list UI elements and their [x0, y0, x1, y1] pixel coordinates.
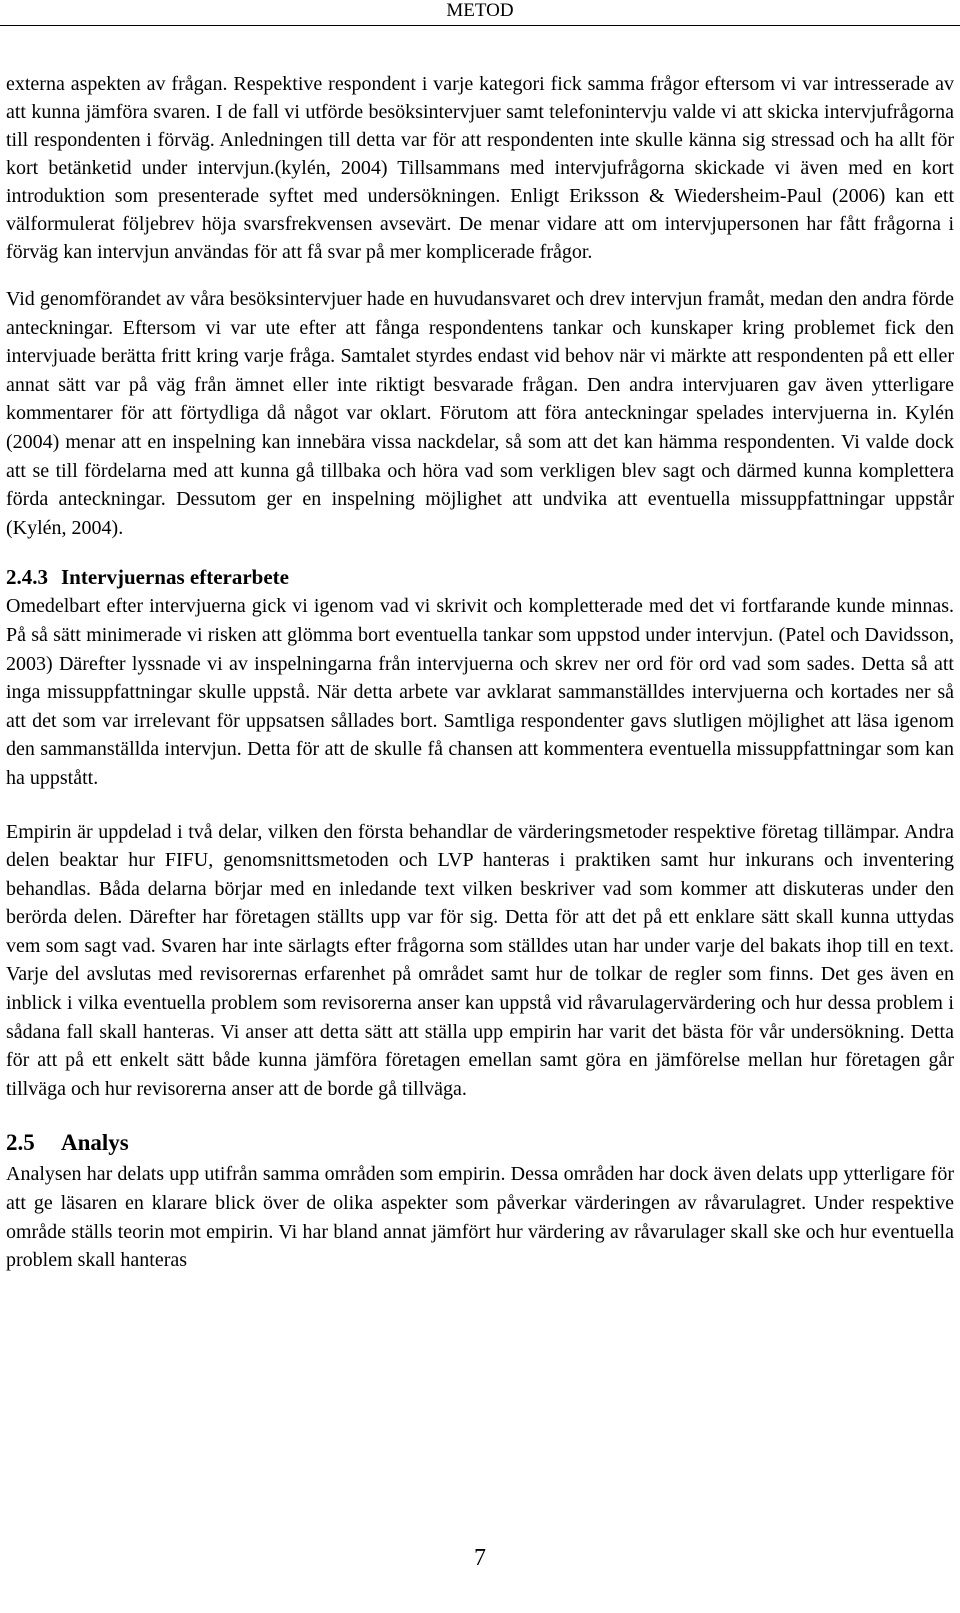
section-title: Analys — [61, 1130, 129, 1156]
paragraph-empirical-structure: Empirin är uppdelad i två delar, vilken den första behandlar de värderingsmetoder respektive företag tillämpar. Andra delen beaktar hur FIFU, genomsnittsmetoden och LVP hanteras i praktiken samt hur inkurans och inventering behandlas. Båda delarna börjar med en inledande text vilken beskriver vad som kommer att diskuteras under den berörda delen. Därefter har företagen ställts upp var för sig. Detta för att det på ett enklare sätt skall kunna uttydas vem som sagt vad. Svaren har inte särlagts efter frågorna som ställdes utan har under varje del bakats ihop till en text. Varje del avslutas med revisorernas erfarenhet på området samt hur de tolkar de regler som finns. Det ges även en inblick i vilka eventuella problem som revisorerna anser kan uppstå vid råvarulagervärdering och hur dessa problem i sådana fall skall hanteras. Vi anser att detta sätt att ställa upp empirin har varit det bästa för vår undersökning. Detta för att på ett enkelt sätt både kunna jämföra företagen emellan samt göra en jämförelse mellan hur företagen går tillväga och hur revisorerna anser att de borde gå tillväga. — [6, 820, 954, 1100]
section-heading-2-4-3 — [6, 562, 954, 592]
paragraph-analysis: Analysen har delats upp utifrån samma områden som empirin. Dessa områden har dock även delats upp ytterligare för att ge läsaren en klarare blick över de olika aspekter som påverkar värderingen av råvarulagret. Under respektive område ställs teorin mot empirin. Vi har bland annat jämfört hur värdering av råvarulager skall ske och hur eventuella problem skall hanteras — [6, 1163, 954, 1272]
page-body — [6, 70, 954, 1275]
running-header: METOD — [446, 0, 514, 21]
section-number: 2.4.3 — [6, 565, 48, 590]
page-number: 7 — [474, 1545, 486, 1571]
paragraph-interview-execution: Vid genomförandet av våra besöksintervjuer hade en huvudansvaret och drev intervjun framåt, medan den andra förde anteckningar. Eftersom vi var ute efter att fånga respondentens tankar och kunskaper kring problemet fick den intervjuade berätta fritt kring varje fråga. Samtalet styrdes endast vid behov när vi märkte att respondenten på ett eller annat sätt var på väg från ämnet eller inte riktigt besvarade frågan. Den andra intervjuaren gav även ytterligare kommentarer för att förtydliga då något var oklart. Förutom att föra anteckningar spelades intervjuerna in. Kylén (2004) menar att en inspelning kan innebära vissa nackdelar, så som att det kan hämma respondenten. Vi valde dock att se till fördelarna med att kunna gå tillbaka och höra vad som verkligen blev sagt och därmed kunna komplettera förda anteckningar. Dessutom ger en inspelning möjlighet att undvika att eventuella missuppfattningar uppstår (Kylén, 2004). — [6, 288, 954, 539]
section-title: Intervjuernas efterarbete — [61, 565, 289, 590]
header-rule — [0, 25, 960, 26]
section-heading-2-5 — [6, 1126, 954, 1160]
paragraph-interview-followup: Omedelbart efter intervjuerna gick vi igenom vad vi skrivit och kompletterade med det vi fortfarande kunde minnas. På så sätt minimerade vi risken att glömma bort eventuella tankar som uppstod under intervjun. (Patel och Davidsson, 2003) Därefter lyssnade vi av inspelningarna från intervjuerna och skrev ner ord för ord vad som sades. Detta så att inga missuppfattningar skulle uppstå. När detta arbete var avklarat sammanställdes intervjuerna och kortades ner så att det som var irrelevant för uppsatsen sållades bort. Samtliga respondenter gavs slutligen möjlighet att läsa igenom den sammanställda intervjun. Detta för att de skulle få chansen att kommentera eventuella missuppfattningar som kan ha uppstått. — [6, 595, 954, 789]
section-number: 2.5 — [6, 1130, 35, 1156]
paragraph-interview-preparation: externa aspekten av frågan. Respektive respondent i varje kategori fick samma frågor eftersom vi var intresserade av att kunna jämföra svaren. I de fall vi utförde besöksintervjuer samt telefonintervju valde vi att skicka intervjufrågorna till respondenten i förväg. Anledningen till detta var för att respondenten inte skulle känna sig stressad och ha allt för kort betänketid under intervjun.(kylén, 2004) Tillsammans med intervjufrågorna skickade vi även med en kort introduktion som presenterade syftet med undersökningen. Enligt Eriksson & Wiedersheim-Paul (2006) kan ett välformulerat följebrev höja svarsfrekvensen avsevärt. De menar vidare att om intervjupersonen har fått frågorna i förväg kan intervjun användas för att få svar på mer komplicerade frågor. — [6, 73, 954, 263]
